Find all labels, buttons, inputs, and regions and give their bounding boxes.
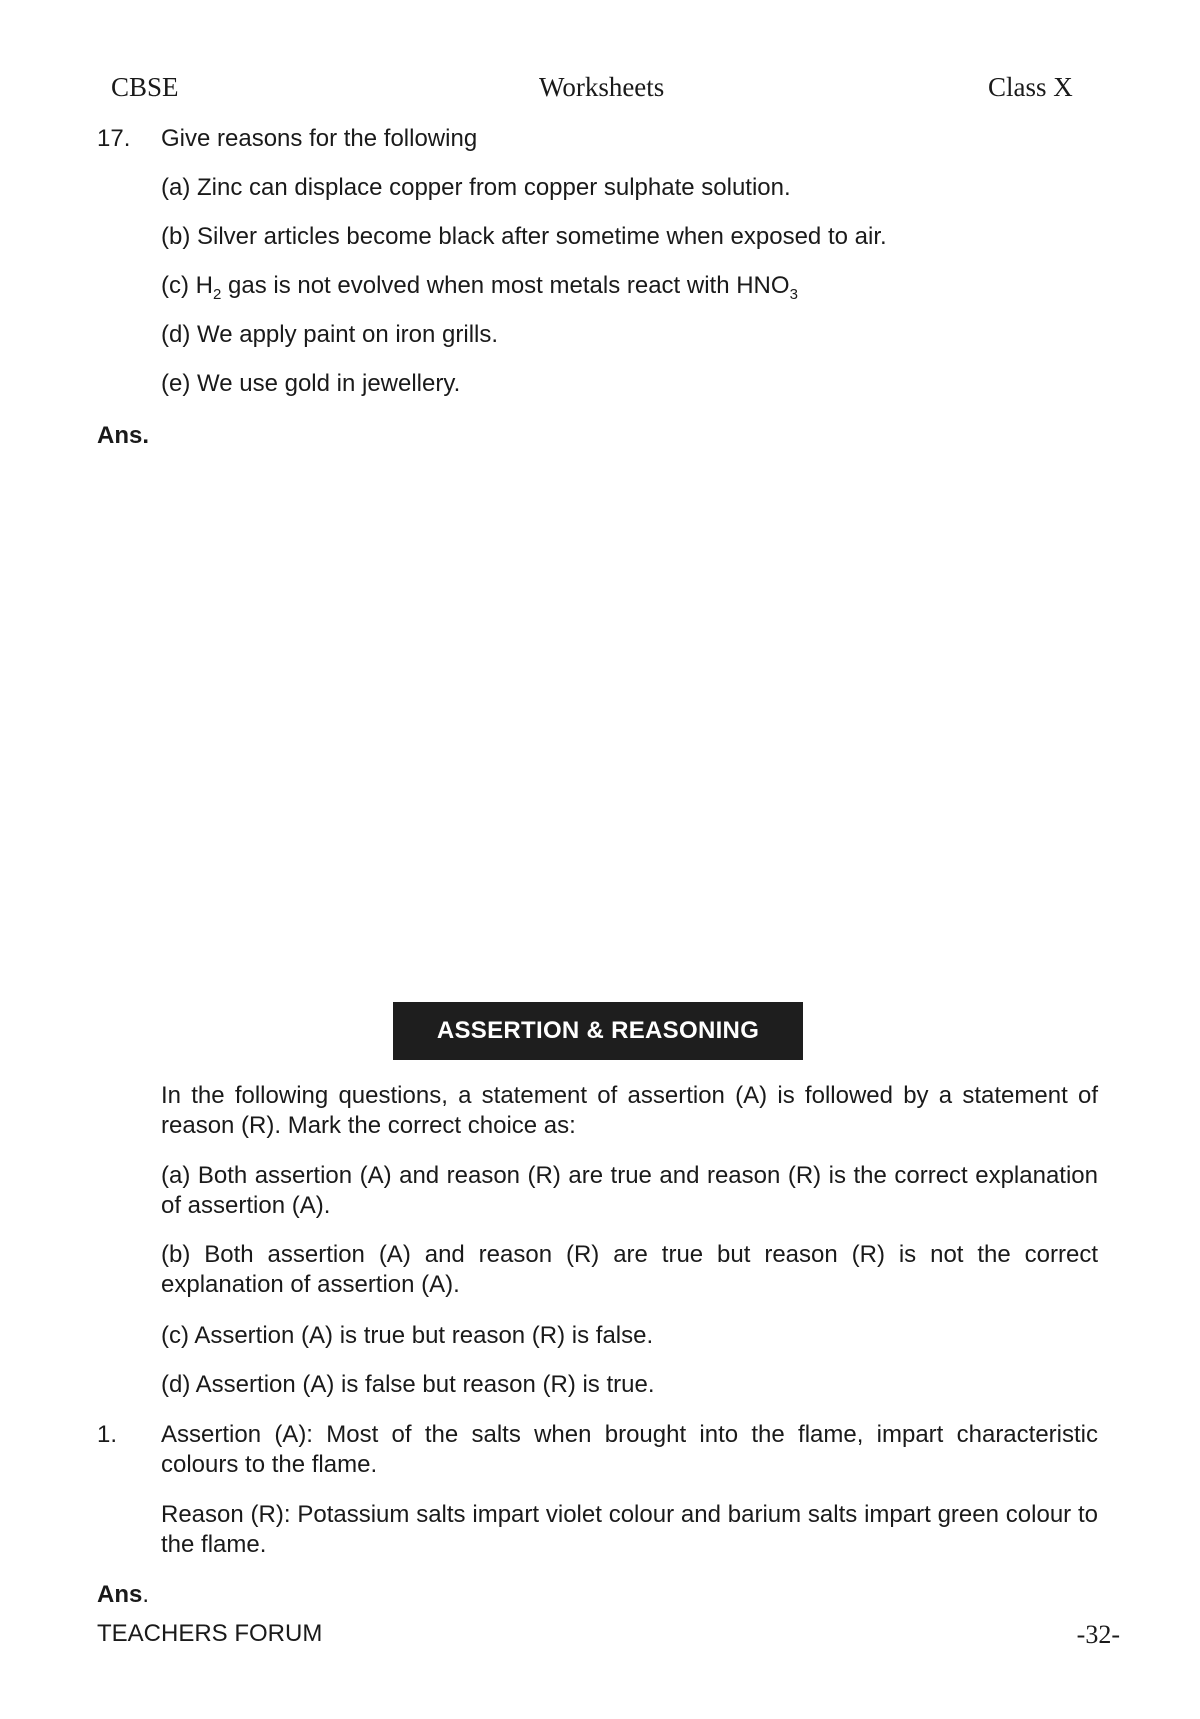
answer-label-dot: . <box>142 1581 150 1608</box>
assertion-text: Assertion (A): Most of the salts when brought into the flame, impart characteristic colours to the flame. <box>161 1421 1098 1478</box>
page-number: -32- <box>1076 1620 1120 1649</box>
header-left: CBSE <box>111 72 179 102</box>
option-d: (d) Assertion (A) is false but reason (R) is true. <box>161 1371 655 1398</box>
answer-label <box>97 1581 149 1609</box>
subscript: 2 <box>212 286 222 303</box>
subscript: 3 <box>789 286 798 303</box>
reason-text: Reason (R): Potassium salts impart violet colour and barium salts impart green colour to the flame. <box>161 1501 1098 1558</box>
part-c-text: gas is not evolved when most metals react with HNO <box>221 272 790 299</box>
option-c: (c) Assertion (A) is true but reason (R) is false. <box>161 1322 654 1349</box>
question-prompt: Give reasons for the following <box>161 125 478 152</box>
question-part-b: (b) Silver articles become black after sometime when exposed to air. <box>161 223 887 250</box>
section-title: ASSERTION & REASONING <box>436 1017 760 1044</box>
answer-label-text: Ans <box>97 1581 143 1608</box>
question-part-a: (a) Zinc can displace copper from copper sulphate solution. <box>161 174 791 201</box>
footer-publisher: TEACHERS FORUM <box>97 1620 323 1647</box>
question-part-c <box>161 271 798 304</box>
answer-label: Ans. <box>97 422 150 449</box>
part-c-text: (c) H <box>161 272 213 299</box>
option-b: (b) Both assertion (A) and reason (R) are true but reason (R) is not the correct explanation of assertion (A). <box>161 1241 1098 1298</box>
question-part-d: (d) We apply paint on iron grills. <box>161 321 499 348</box>
question-part-e: (e) We use gold in jewellery. <box>161 370 461 397</box>
question-number: 1. <box>97 1421 118 1448</box>
option-a: (a) Both assertion (A) and reason (R) are true and reason (R) is the correct explanation of assertion (A). <box>161 1162 1098 1219</box>
header-center: Worksheets <box>539 72 665 102</box>
header-right: Class X <box>988 72 1073 102</box>
section-banner <box>393 1002 803 1060</box>
question-number: 17. <box>97 125 131 152</box>
section-intro: In the following questions, a statement of assertion (A) is followed by a statement of reason (R). Mark the correct choice as: <box>161 1082 1098 1139</box>
